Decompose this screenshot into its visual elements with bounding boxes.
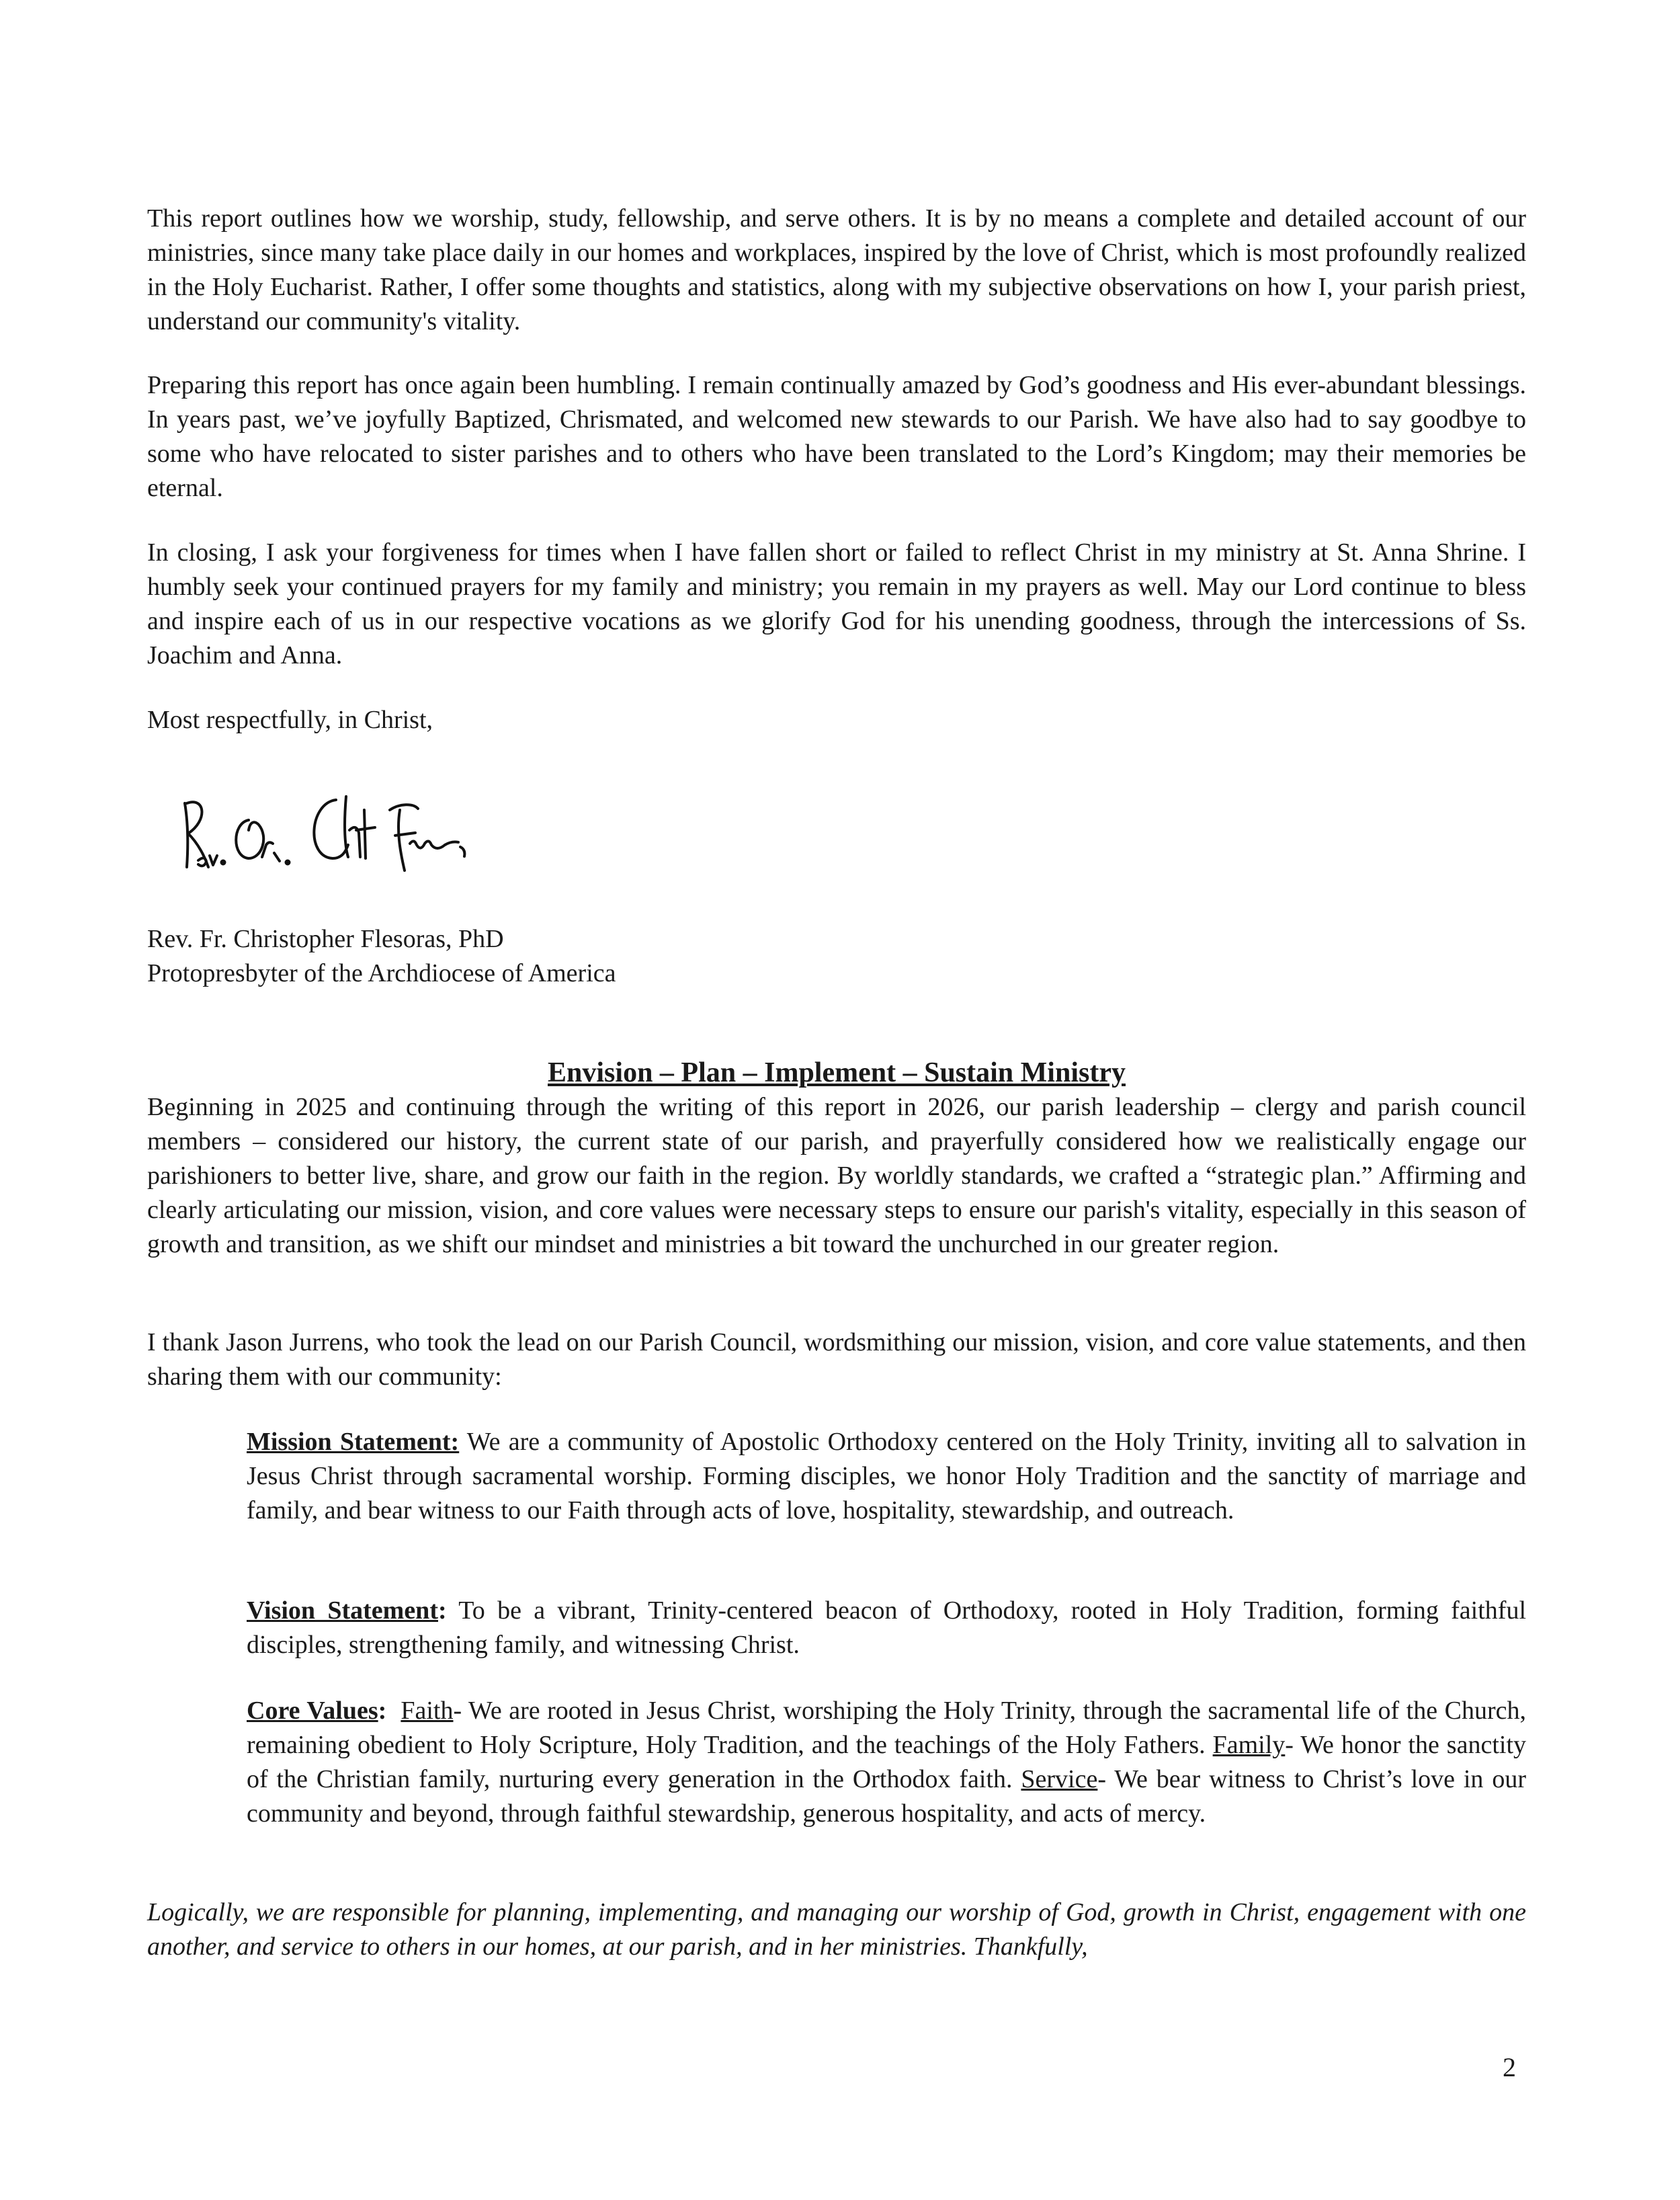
service-text: - We bear witness to Christ’s love in our community and beyond, through faithful stewardship, generous hospitality, and acts of mercy. bbox=[247, 1765, 1526, 1828]
page-number: 2 bbox=[1503, 2052, 1516, 2082]
family-text: - We honor the sanctity of the Christian family, nurturing every generation in the Orthodox faith. bbox=[247, 1731, 1527, 1793]
paragraph-report-outline: This report outlines how we worship, study, fellowship, and serve others. It is by no means a complete and detailed account of our ministries, since many take place daily in our homes and workplaces, inspired by the love of Christ, which is most profoundly realized in the Holy Eucharist. Rather, I offer some thoughts and statistics, along with my subjective observations on how I, your parish priest, understand our community's vitality. bbox=[147, 204, 1526, 335]
family-label: Family bbox=[1212, 1731, 1286, 1759]
section-heading-wrap bbox=[147, 1056, 1526, 1090]
salutation-text: Most respectfully, in Christ, bbox=[147, 706, 433, 734]
salutation bbox=[147, 703, 1526, 737]
closing-paragraph bbox=[147, 536, 1526, 673]
paragraph-thanks: I thank Jason Jurrens, who took the lead on our Parish Council, wordsmithing our mission, vision, and core value statements, and then sharing them with our community: bbox=[147, 1328, 1526, 1391]
signatory-title: Protopresbyter of the Archdiocese of America bbox=[147, 959, 616, 987]
intro-paragraph bbox=[147, 202, 1526, 339]
strategic-plan-paragraph bbox=[147, 1090, 1526, 1262]
paragraph-logically: Logically, we are responsible for planning, implementing, and managing our worship of God, growth in Christ, engagement with one another, and service to others in our homes, at our parish, and in her ministries. Thankfully, bbox=[147, 1898, 1526, 1961]
thanks-paragraph bbox=[147, 1326, 1526, 1394]
mission-text: We are a community of Apostolic Orthodoxy centered on the Holy Trinity, inviting all to salvation in Jesus Christ through sacramental worship. Forming disciples, we honor Holy Tradition and the sanctity of marriage and family, and bear witness to our Faith through acts of love, hospitality, stewardship, and outreach. bbox=[247, 1428, 1526, 1524]
signatory-block bbox=[147, 922, 1526, 991]
mission-statement bbox=[247, 1425, 1526, 1528]
paragraph-humbling: Preparing this report has once again been humbling. I remain continually amazed by God’s goodness and His ever-abundant blessings. In years past, we’ve joyfully Baptized, Chrismated, and welcomed new stewards to our Parish. We have also had to say goodbye to some who have relocated to sister parishes and to others who have been translated to the Lord’s Kingdom; may their memories be eternal. bbox=[147, 371, 1526, 502]
vision-label: Vision Statement bbox=[247, 1596, 438, 1625]
vision-text: To be a vibrant, Trinity-centered beacon of Orthodoxy, rooted in Holy Tradition, forming faithful disciples, strengthening family, and witnessing Christ. bbox=[247, 1596, 1526, 1659]
service-label: Service bbox=[1021, 1765, 1098, 1793]
core-values-colon: : bbox=[378, 1697, 387, 1725]
vision-colon: : bbox=[437, 1596, 447, 1625]
signatory-name: Rev. Fr. Christopher Flesoras, PhD bbox=[147, 925, 504, 953]
core-values bbox=[247, 1694, 1526, 1831]
handwritten-signature bbox=[168, 783, 504, 897]
humbling-paragraph bbox=[147, 368, 1526, 505]
vision-statement bbox=[247, 1594, 1526, 1662]
mission-label: Mission Statement: bbox=[247, 1428, 460, 1456]
section-heading: Envision – Plan – Implement – Sustain Ministry bbox=[548, 1057, 1126, 1088]
paragraph-strategic-plan: Beginning in 2025 and continuing through the writing of this report in 2026, our parish leadership – clergy and parish council members – considered our history, the current state of our parish, and prayerfully considered how we realistically engage our parishioners to better live, share, and grow our faith in the region. By worldly standards, we crafted a “strategic plan.” Affirming and clearly articulating our mission, vision, and core values were necessary steps to ensure our parish's vitality, especially in this season of growth and transition, as we shift our mindset and ministries a bit toward the unchurched in our greater region. bbox=[147, 1093, 1526, 1258]
faith-text: - We are rooted in Jesus Christ, worshiping the Holy Trinity, through the sacramental life of the Church, remaining obedient to Holy Scripture, Holy Tradition, and the teachings of the Holy Fathers. bbox=[247, 1697, 1527, 1759]
paragraph-forgiveness: In closing, I ask your forgiveness for times when I have fallen short or failed to reflect Christ in my ministry at St. Anna Shrine. I humbly seek your continued prayers for my family and ministry; you remain in my prayers as well. May our Lord continue to bless and inspire each of us in our respective vocations as we glorify God for his unending goodness, through the intercessions of Ss. Joachim and Anna. bbox=[147, 538, 1526, 669]
italic-closing bbox=[147, 1896, 1526, 1964]
faith-label: Faith bbox=[401, 1697, 454, 1725]
core-values-label: Core Values bbox=[247, 1697, 378, 1725]
